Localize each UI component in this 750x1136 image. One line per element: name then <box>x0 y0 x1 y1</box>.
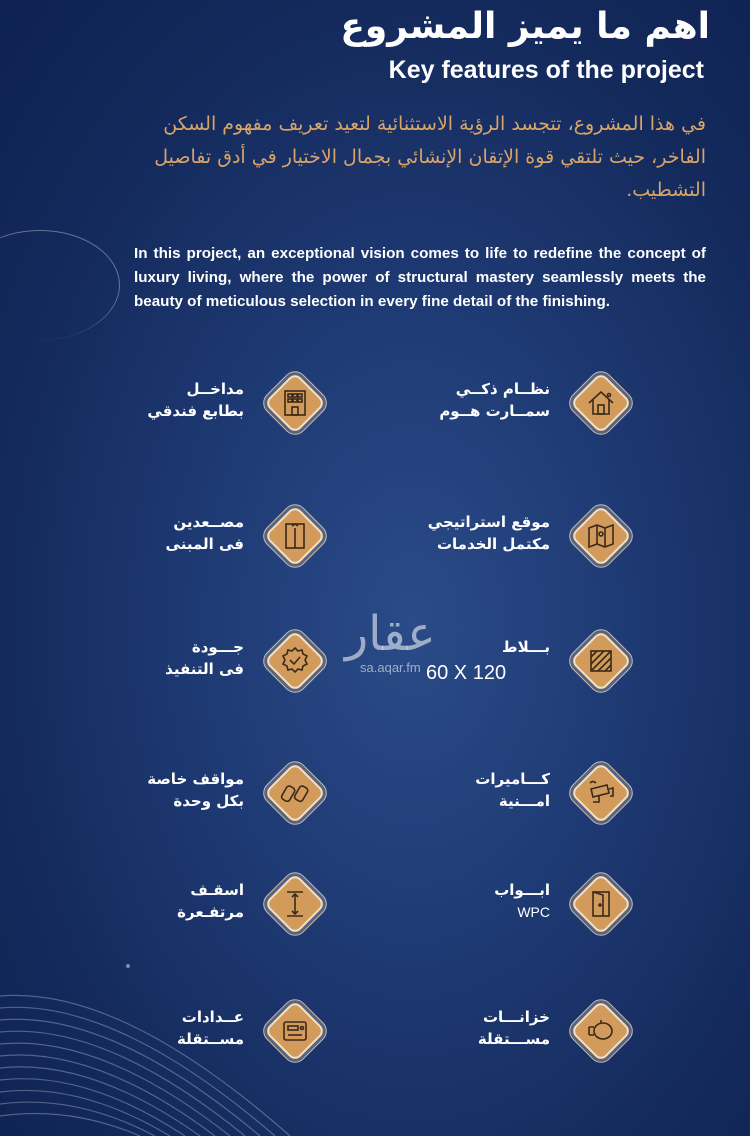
elevator-icon <box>279 520 311 552</box>
feature-line1: جـــودة <box>191 638 244 656</box>
feature-line1: بـــلاط <box>502 638 550 656</box>
feature-security-cameras <box>332 762 632 832</box>
meter-icon <box>279 1015 311 1047</box>
decorative-arc <box>0 230 120 340</box>
feature-line2: WPC <box>517 904 550 920</box>
feature-line2: مكتمل الخدمات <box>436 535 550 553</box>
ceiling-height-icon <box>279 888 311 920</box>
watermark <box>345 608 436 675</box>
water-tank-icon <box>585 1015 617 1047</box>
feature-line1: خزانـــات <box>482 1008 550 1026</box>
door-icon <box>585 888 617 920</box>
feature-hotel-entrance <box>26 372 326 442</box>
feature-line1: كـــاميرات <box>475 770 550 788</box>
feature-line2: امـــنية <box>498 792 550 810</box>
page-title-english: Key features of the project <box>388 56 704 84</box>
feature-private-parking <box>26 762 326 832</box>
parking-cars-icon <box>279 777 311 809</box>
feature-line2: مســتقلة <box>177 1030 244 1048</box>
feature-line2: مســـتقلة <box>477 1030 550 1048</box>
hotel-entrance-icon <box>279 387 311 419</box>
watermark-url: sa.aqar.fm <box>360 660 421 675</box>
feature-elevators <box>26 505 326 575</box>
feature-line1: عــدادات <box>181 1008 244 1026</box>
feature-line1: مداخــل <box>186 380 244 398</box>
feature-line1: نظــام ذكــي <box>455 380 550 398</box>
feature-doors <box>332 873 632 943</box>
tiles-icon <box>585 645 617 677</box>
feature-smart-home <box>332 372 632 442</box>
feature-line1: اسقـف <box>190 881 244 899</box>
feature-high-ceilings <box>26 873 326 943</box>
feature-line2: سمــارت هــوم <box>439 402 550 420</box>
feature-line2: فى المبنى <box>165 535 244 553</box>
feature-line2: بطابع فندقي <box>147 402 244 420</box>
page-title-arabic: اهم ما يميز المشروع <box>340 6 710 47</box>
tiles-size: 60 X 120 <box>426 662 507 684</box>
feature-line2: بكل وحدة <box>173 792 244 810</box>
feature-strategic-location <box>332 505 632 575</box>
decorative-dot <box>126 964 130 968</box>
intro-english: In this project, an exceptional vision comes to life to redefine the concept of luxury living, where the power of structural mastery seamlessly meets the beauty of meticulous selection in every fine detail of the finishing. <box>134 245 706 310</box>
intro-arabic: في هذا المشروع، تتجسد الرؤية الاستثنائية لتعيد تعريف مفهوم السكن الفاخر، حيث تلتقي قوة الإتقان الإنشائي بجمال الاختيار في أدق تفاصيل التشطيب. <box>154 113 706 201</box>
feature-meters <box>26 1000 326 1070</box>
feature-line2: فى التنفيذ <box>165 660 244 678</box>
location-map-icon <box>585 520 617 552</box>
feature-quality <box>26 630 326 700</box>
security-camera-icon <box>585 777 617 809</box>
feature-line1: مواقف خاصة <box>147 770 244 788</box>
feature-line1: موقع استراتيجي <box>427 513 550 531</box>
feature-line2: مرتفـعرة <box>177 903 244 921</box>
smart-home-icon <box>585 387 617 419</box>
feature-line1: ابـــواب <box>494 881 550 899</box>
feature-line1: مصــعدين <box>173 513 244 531</box>
feature-water-tanks <box>332 1000 632 1070</box>
quality-badge-icon <box>279 645 311 677</box>
watermark-logo: عقار <box>345 606 436 662</box>
